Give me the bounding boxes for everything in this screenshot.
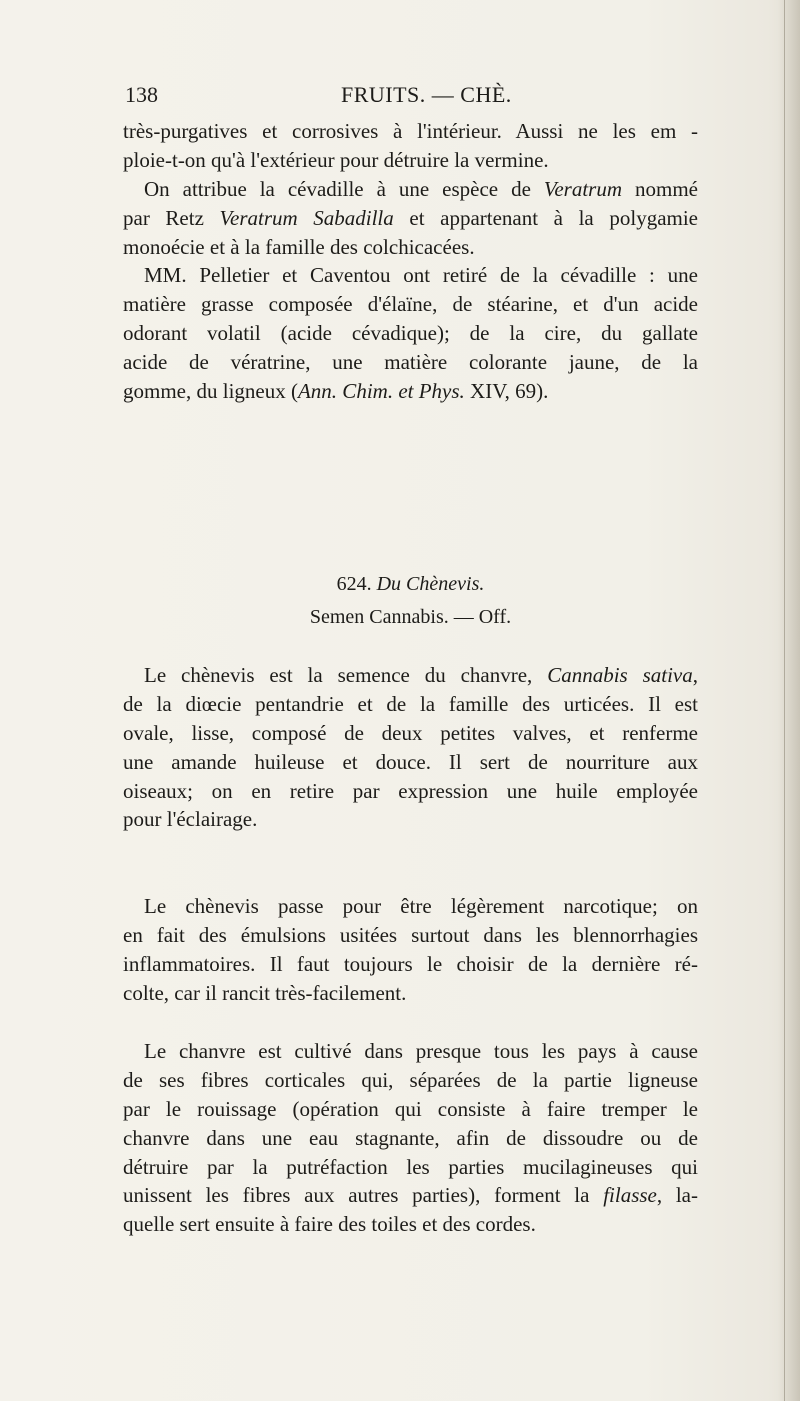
text-line: acide de vératrine, une matière colorante jaune, de la [123, 350, 698, 375]
page-edge-shadow [778, 0, 800, 1401]
text-line: oiseaux; on en retire par expression une huile employée [123, 778, 698, 803]
text-line: Le chanvre est cultivé dans presque tous les pays à cause [144, 1039, 698, 1063]
section-title [123, 573, 698, 596]
text-line: unissent les fibres aux autres parties), forment la filasse, la- [123, 1183, 698, 1208]
text-line: Le chènevis passe pour être légèrement narcotique; on [144, 894, 698, 918]
section-number: 624. [336, 573, 372, 595]
text-line: quelle sert ensuite à faire des toiles et des cordes. [123, 1212, 536, 1237]
text-line: chanvre dans une eau stagnante, afin de dissoudre ou de [123, 1125, 698, 1150]
text-line [123, 175, 698, 204]
text-line: par le rouissage (opération qui consiste à faire tremper le [123, 1096, 698, 1121]
text-block-4 [123, 1037, 698, 1239]
text-line: ovale, lisse, composé de deux petites valves, et renferme [123, 720, 698, 745]
text-line: pour l'éclairage. [123, 807, 258, 832]
text-line: colte, car il rancit très-facilement. [123, 980, 407, 1005]
text-line: gomme, du ligneux (Ann. Chim. et Phys. XIV, 69). [123, 379, 549, 404]
text-line: très-purgatives et corrosives à l'intérieur. Aussi ne les em - [123, 119, 698, 143]
text-line: en fait des émulsions usitées surtout dans les blennorrhagies [123, 922, 698, 947]
text-block-1 [123, 117, 698, 406]
text-line: Le chènevis est la semence du chanvre, Cannabis sativa, [144, 663, 698, 687]
line-text: On attribue la cévadille à une espèce de Veratrum nommé [144, 176, 698, 201]
section-subtitle: Semen Cannabis. — Off. [309, 606, 512, 628]
text-line: odorant volatil (acide cévadique); de la cire, du gallate [123, 321, 698, 346]
text-line: MM. Pelletier et Caventou ont retiré de la cévadille : une [144, 263, 698, 288]
text-line: ploie-t-on qu'à l'extérieur pour détruire la vermine. [123, 147, 549, 172]
running-head [125, 82, 687, 114]
text-line: de ses fibres corticales qui, séparées de la partie ligneuse [123, 1067, 698, 1092]
text-line: détruire par la putréfaction les parties mucilagineuses qui [123, 1154, 698, 1179]
text-line: de la diœcie pentandrie et de la famille des urticées. Il est [123, 691, 698, 716]
page-edge-line [784, 0, 785, 1401]
text-line: matière grasse composée d'élaïne, de stéarine, et d'un acide [123, 292, 698, 317]
text-line: une amande huileuse et douce. Il sert de nourriture aux [123, 749, 698, 774]
text-block-2 [123, 661, 698, 834]
running-title: FRUITS. — CHÈ. [341, 82, 512, 107]
page-number: 138 [125, 82, 158, 107]
text-line: par Retz Veratrum Sabadilla et appartenant à la polygamie [123, 205, 699, 230]
text-block-3 [123, 892, 698, 1008]
text-line: monoécie et à la famille des colchicacées. [123, 234, 475, 259]
text-line: inflammatoires. Il faut toujours le choisir de la dernière ré- [123, 951, 698, 976]
section-name: Du Chènevis. [376, 573, 485, 595]
